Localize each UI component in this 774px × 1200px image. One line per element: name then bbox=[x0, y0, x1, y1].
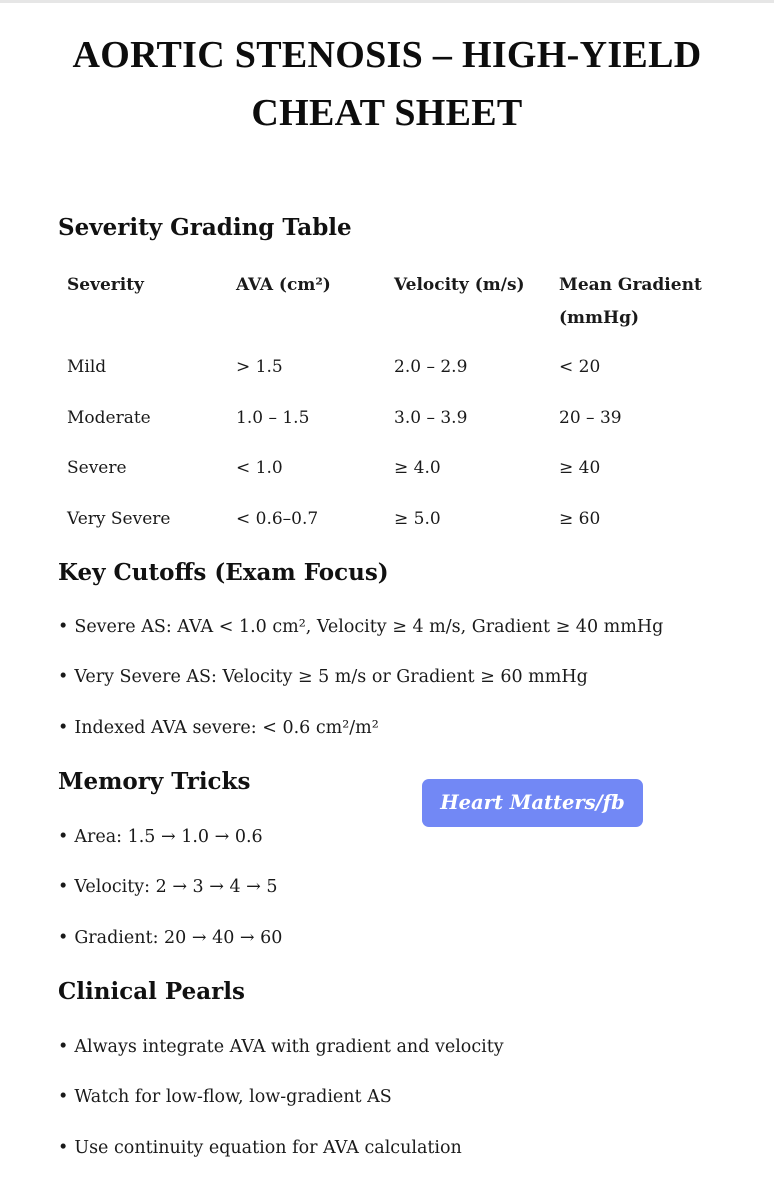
clinical-pearls-heading: Clinical Pearls bbox=[58, 978, 245, 1005]
top-divider bbox=[0, 0, 774, 3]
table-header-velocity: Velocity (m/s) bbox=[394, 275, 525, 295]
watermark-badge: Heart Matters/fb bbox=[422, 779, 643, 827]
list-item-text: Indexed AVA severe: < 0.6 cm²/m² bbox=[74, 718, 379, 738]
table-cell: < 0.6–0.7 bbox=[236, 509, 319, 529]
table-cell: < 1.0 bbox=[236, 458, 283, 478]
list-item bbox=[58, 928, 282, 948]
table-cell: > 1.5 bbox=[236, 357, 283, 377]
list-item bbox=[58, 1037, 504, 1057]
page-title-line-1: AORTIC STENOSIS – HIGH-YIELD bbox=[72, 34, 702, 76]
table-cell: Very Severe bbox=[67, 509, 171, 529]
bullet-icon: • bbox=[58, 617, 69, 637]
list-item-text: Very Severe AS: Velocity ≥ 5 m/s or Gradient ≥ 60 mmHg bbox=[74, 667, 588, 687]
key-cutoffs-heading: Key Cutoffs (Exam Focus) bbox=[58, 559, 389, 586]
table-cell: Mild bbox=[67, 357, 107, 377]
list-item bbox=[58, 827, 263, 847]
table-cell: ≥ 4.0 bbox=[394, 458, 441, 478]
severity-table-heading: Severity Grading Table bbox=[58, 214, 352, 241]
bullet-icon: • bbox=[58, 667, 69, 687]
memory-tricks-heading: Memory Tricks bbox=[58, 768, 251, 795]
list-item bbox=[58, 718, 379, 738]
bullet-icon: • bbox=[58, 877, 69, 897]
list-item-text: Severe AS: AVA < 1.0 cm², Velocity ≥ 4 m/s, Gradient ≥ 40 mmHg bbox=[74, 617, 664, 637]
list-item-text: Area: 1.5 → 1.0 → 0.6 bbox=[74, 827, 263, 847]
table-header-gradient-unit: (mmHg) bbox=[559, 308, 640, 328]
table-header-severity: Severity bbox=[67, 275, 144, 295]
bullet-icon: • bbox=[58, 1087, 69, 1107]
table-cell: < 20 bbox=[559, 357, 601, 377]
page-title bbox=[0, 26, 774, 142]
table-header-ava: AVA (cm²) bbox=[236, 275, 331, 295]
list-item bbox=[58, 667, 588, 687]
table-cell: 3.0 – 3.9 bbox=[394, 408, 468, 428]
list-item bbox=[58, 1087, 392, 1107]
table-cell: 20 – 39 bbox=[559, 408, 622, 428]
list-item-text: Gradient: 20 → 40 → 60 bbox=[74, 928, 283, 948]
list-item bbox=[58, 1138, 462, 1158]
table-cell: ≥ 60 bbox=[559, 509, 601, 529]
table-header-gradient: Mean Gradient bbox=[559, 275, 702, 295]
bullet-icon: • bbox=[58, 827, 69, 847]
page-title-line-2: CHEAT SHEET bbox=[251, 92, 523, 134]
table-cell: 2.0 – 2.9 bbox=[394, 357, 468, 377]
list-item-text: Velocity: 2 → 3 → 4 → 5 bbox=[74, 877, 278, 897]
bullet-icon: • bbox=[58, 1138, 69, 1158]
list-item-text: Watch for low-flow, low-gradient AS bbox=[74, 1087, 392, 1107]
bullet-icon: • bbox=[58, 718, 69, 738]
table-cell: 1.0 – 1.5 bbox=[236, 408, 310, 428]
table-cell: ≥ 5.0 bbox=[394, 509, 441, 529]
table-cell: Severe bbox=[67, 458, 127, 478]
list-item bbox=[58, 877, 278, 897]
bullet-icon: • bbox=[58, 1037, 69, 1057]
list-item bbox=[58, 617, 663, 637]
bullet-icon: • bbox=[58, 928, 69, 948]
list-item-text: Use continuity equation for AVA calculation bbox=[74, 1138, 462, 1158]
table-cell: Moderate bbox=[67, 408, 151, 428]
list-item-text: Always integrate AVA with gradient and velocity bbox=[74, 1037, 504, 1057]
table-cell: ≥ 40 bbox=[559, 458, 601, 478]
